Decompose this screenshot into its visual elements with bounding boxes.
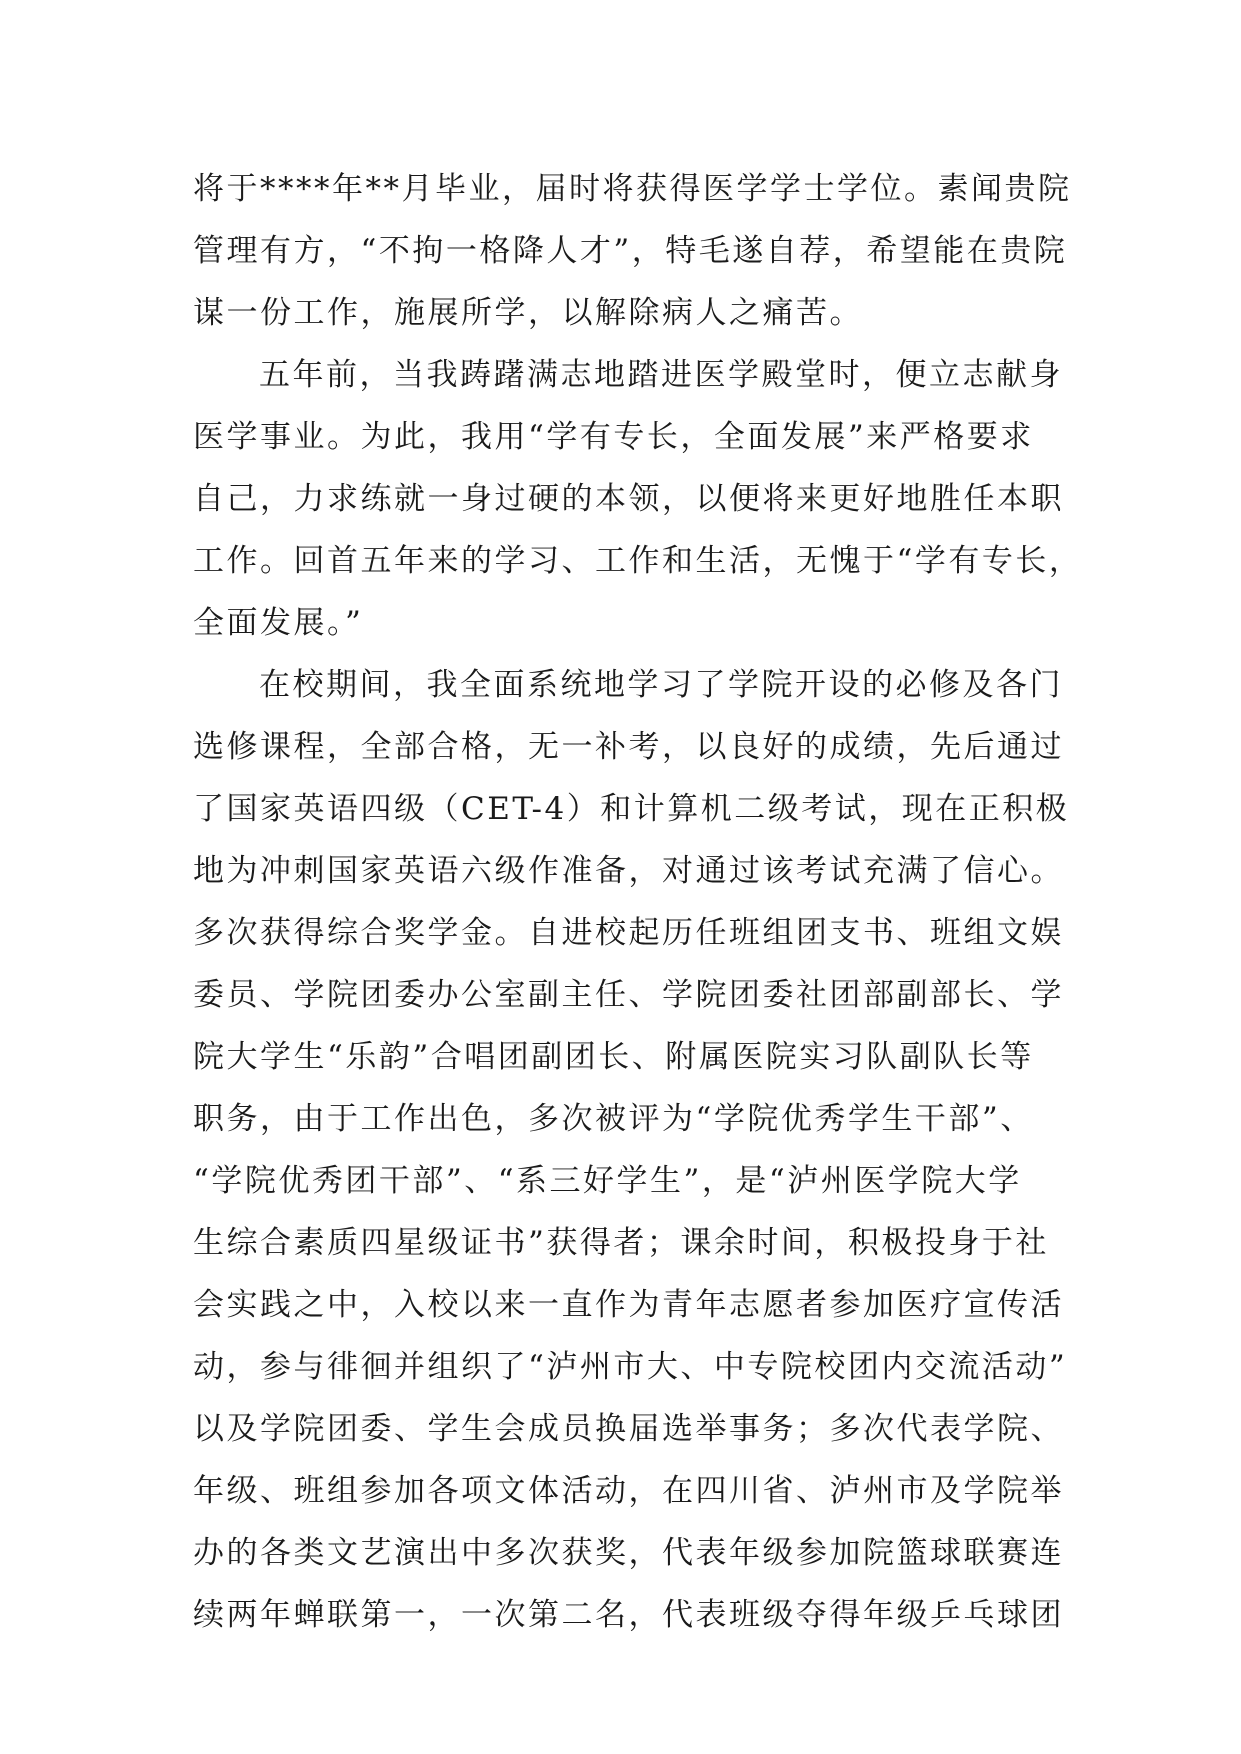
text-line: 将于****年**月毕业，届时将获得医学学士学位。素闻贵院 — [193, 171, 1072, 207]
text-line: 年级、班组参加各项文体活动，在四川省、泸州市及学院举 — [193, 1473, 1064, 1509]
text-line: 地为冲刺国家英语六级作准备，对通过该考试充满了信心。 — [193, 853, 1064, 889]
document-body — [193, 158, 1083, 1646]
text-line: 工作。回首五年来的学习、工作和生活，无愧于“学有专长， — [193, 543, 1083, 579]
text-line: 院大学生“乐韵”合唱团副团长、附属医院实习队副队长等 — [193, 1039, 1034, 1075]
text-line: 会实践之中，入校以来一直作为青年志愿者参加医疗宣传活 — [193, 1287, 1064, 1323]
text-line: 办的各类文艺演出中多次获奖，代表年级参加院篮球联赛连 — [193, 1535, 1064, 1571]
text-line: 生综合素质四星级证书”获得者；课余时间，积极投身于社 — [193, 1225, 1049, 1261]
text-line: “学院优秀团干部”、“系三好学生”，是“泸州医学院大学 — [193, 1163, 1022, 1199]
text-line: 自己，力求练就一身过硬的本领，以便将来更好地胜任本职 — [193, 481, 1064, 517]
paragraph-start-line: 五年前，当我踌躇满志地踏进医学殿堂时，便立志献身 — [259, 357, 1063, 393]
text-line: 多次获得综合奖学金。自进校起历任班组团支书、班组文娱 — [193, 915, 1064, 951]
text-line: 委员、学院团委办公室副主任、学院团委社团部副部长、学 — [193, 977, 1064, 1013]
text-line: 选修课程，全部合格，无一补考，以良好的成绩，先后通过 — [193, 729, 1064, 765]
text-line: 管理有方，“不拘一格降人才”，特毛遂自荐，希望能在贵院 — [193, 233, 1068, 269]
text-line: 职务，由于工作出色，多次被评为“学院优秀学生干部”、 — [193, 1101, 1034, 1137]
text-line: 续两年蝉联第一，一次第二名，代表班级夺得年级乒乓球团 — [193, 1597, 1064, 1633]
text-line: 医学事业。为此，我用“学有专长，全面发展”来严格要求 — [193, 419, 1034, 455]
text-line: 全面发展。” — [193, 605, 364, 641]
text-line: 谋一份工作，施展所学，以解除病人之痛苦。 — [193, 295, 863, 331]
text-line: 动，参与徘徊并组织了“泸州市大、中专院校团内交流活动” — [193, 1349, 1068, 1385]
text-line: 了国家英语四级（CET-4）和计算机二级考试，现在正积极 — [193, 791, 1070, 827]
text-line: 以及学院团委、学生会成员换届选举事务；多次代表学院、 — [193, 1411, 1064, 1447]
paragraph-start-line: 在校期间，我全面系统地学习了学院开设的必修及各门 — [259, 667, 1063, 703]
